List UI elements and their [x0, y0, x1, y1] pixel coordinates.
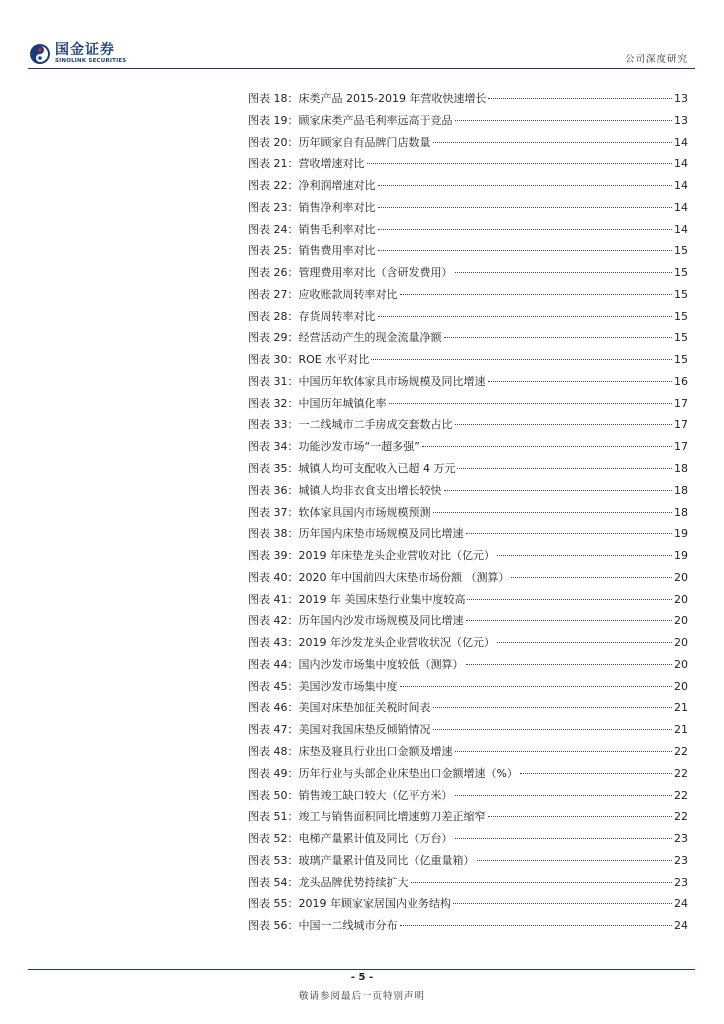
toc-entry[interactable]	[248, 371, 688, 393]
toc-entry-label: 图表 48：床垫及寝具行业出口金额及增速	[248, 744, 453, 758]
toc-entry-label: 图表 22：净利润增速对比	[248, 179, 376, 193]
document-type: 公司深度研究	[624, 54, 688, 65]
toc-leader-dots	[433, 707, 673, 708]
toc-entry-page: 19	[674, 549, 688, 563]
toc-leader-dots	[467, 599, 672, 600]
toc-entry[interactable]	[248, 632, 688, 654]
toc-entry[interactable]	[248, 88, 688, 110]
toc-entry[interactable]	[248, 262, 688, 284]
toc-entry-label: 图表 28：存货周转率对比	[248, 309, 376, 323]
toc-entry-page: 15	[674, 309, 688, 323]
page-header	[0, 0, 724, 70]
toc-entry-page: 13	[674, 92, 688, 105]
toc-leader-dots	[433, 729, 673, 730]
toc-entry-label: 图表 49：历年行业与头部企业床垫出口金额增速（%）	[248, 766, 518, 780]
toc-entry[interactable]	[248, 828, 688, 850]
toc-entry-label: 图表 36：城镇人均非衣食支出增长较快	[248, 483, 442, 497]
toc-entry[interactable]	[248, 915, 688, 937]
toc-leader-dots	[400, 686, 673, 687]
toc-entry-page: 14	[674, 179, 688, 193]
toc-leader-dots	[367, 163, 673, 164]
toc-entry-page: 20	[674, 636, 688, 650]
footer-divider	[28, 969, 695, 970]
toc-entry-page: 17	[674, 440, 688, 454]
toc-entry-label: 图表 26：管理费用率对比（含研发费用）	[248, 266, 453, 280]
toc-leader-dots	[455, 424, 673, 425]
toc-leader-dots	[497, 642, 672, 643]
figure-index-list	[248, 88, 688, 937]
toc-entry-label: 图表 34：功能沙发市场“一超多强”	[248, 440, 420, 454]
toc-entry-label: 图表 45：美国沙发市场集中度	[248, 679, 398, 693]
toc-entry-page: 14	[674, 222, 688, 236]
toc-entry-page: 20	[674, 657, 688, 671]
toc-entry[interactable]	[248, 349, 688, 371]
toc-entry[interactable]	[248, 567, 688, 589]
toc-entry-page: 18	[674, 462, 688, 476]
toc-entry[interactable]	[248, 110, 688, 132]
toc-entry-page: 13	[674, 113, 688, 127]
toc-entry-page: 17	[674, 396, 688, 410]
toc-leader-dots	[389, 403, 673, 404]
toc-entry-label: 图表 25：销售费用率对比	[248, 244, 376, 258]
toc-entry[interactable]	[248, 458, 688, 480]
toc-entry[interactable]	[248, 763, 688, 785]
toc-entry-page: 23	[674, 875, 688, 889]
toc-leader-dots	[378, 207, 673, 208]
toc-entry-label: 图表 35：城镇人均可支配收入已超 4 万元	[248, 462, 456, 476]
toc-leader-dots	[455, 751, 673, 752]
toc-entry-label: 图表 46：美国对床垫加征关税时间表	[248, 701, 431, 715]
toc-entry-page: 20	[674, 679, 688, 693]
toc-entry-label: 图表 51：竣工与销售面积同比增速剪刀差正缩窄	[248, 810, 486, 824]
toc-leader-dots	[422, 446, 672, 447]
toc-entry[interactable]	[248, 893, 688, 915]
toc-entry-label: 图表 31：中国历年软体家具市场规模及同比增速	[248, 374, 486, 388]
toc-leader-dots	[497, 555, 672, 556]
toc-entry-page: 14	[674, 157, 688, 171]
page-number: - 5 -	[350, 972, 374, 983]
toc-entry-page: 22	[674, 766, 688, 780]
toc-entry-label: 图表 53：玻璃产量累计值及同比（亿重量箱）	[248, 853, 475, 867]
toc-entry[interactable]	[248, 545, 688, 567]
toc-entry-label: 图表 43：2019 年沙发龙头企业营收状况（亿元）	[248, 636, 495, 650]
toc-leader-dots	[378, 250, 673, 251]
toc-entry-page: 16	[674, 374, 688, 388]
toc-entry-label: 图表 30：ROE 水平对比	[248, 353, 370, 367]
toc-entry-label: 图表 29：经营活动产生的现金流量净额	[248, 331, 442, 345]
toc-entry[interactable]	[248, 785, 688, 807]
toc-entry-label: 图表 21：营收增速对比	[248, 157, 365, 171]
toc-entry-page: 23	[674, 832, 688, 846]
toc-entry[interactable]	[248, 697, 688, 719]
toc-leader-dots	[477, 860, 673, 861]
brand-logo	[29, 41, 126, 67]
toc-entry-page: 20	[674, 570, 688, 584]
toc-entry[interactable]	[248, 436, 688, 458]
toc-entry-page: 22	[674, 788, 688, 802]
toc-entry-label: 图表 33：一二线城市二手房成交套数占比	[248, 418, 453, 432]
header-divider	[28, 68, 695, 69]
toc-entry-page: 24	[674, 897, 688, 911]
toc-entry[interactable]	[248, 654, 688, 676]
toc-entry-page: 22	[674, 810, 688, 824]
toc-leader-dots	[400, 294, 673, 295]
toc-entry-label: 图表 52：电梯产量累计值及同比（万台）	[248, 832, 453, 846]
toc-entry-page: 17	[674, 418, 688, 432]
toc-entry[interactable]	[248, 523, 688, 545]
toc-entry[interactable]	[248, 197, 688, 219]
toc-entry-label: 图表 50：销售竣工缺口较大（亿平方米）	[248, 788, 453, 802]
brand-name-en: SINOLINK SECURITIES	[55, 58, 127, 64]
toc-entry-page: 22	[674, 744, 688, 758]
toc-entry-label: 图表 42：历年国内沙发市场规模及同比增速	[248, 614, 464, 628]
toc-entry-label: 图表 37：软体家具国内市场规模预测	[248, 505, 431, 519]
toc-leader-dots	[520, 773, 672, 774]
toc-leader-dots	[466, 664, 673, 665]
toc-entry[interactable]	[248, 219, 688, 241]
toc-entry-page: 14	[674, 135, 688, 149]
toc-leader-dots	[455, 795, 673, 796]
toc-entry[interactable]	[248, 872, 688, 894]
toc-leader-dots	[457, 468, 672, 469]
toc-entry-page: 15	[674, 331, 688, 345]
toc-leader-dots	[488, 816, 673, 817]
toc-entry-label: 图表 41：2019 年 美国床垫行业集中度较高	[248, 592, 466, 606]
brand-name-cn: 国金证券	[55, 42, 115, 58]
toc-entry[interactable]	[248, 850, 688, 872]
toc-leader-dots	[466, 533, 673, 534]
toc-leader-dots	[433, 512, 673, 513]
toc-entry-page: 20	[674, 614, 688, 628]
toc-leader-dots	[444, 337, 673, 338]
toc-entry[interactable]	[248, 175, 688, 197]
toc-leader-dots	[488, 381, 673, 382]
toc-entry-label: 图表 20：历年顾家自有品牌门店数量	[248, 135, 431, 149]
toc-entry-label: 图表 19：顾家床类产品毛利率远高于竞品	[248, 113, 453, 127]
toc-entry[interactable]	[248, 393, 688, 415]
toc-entry-label: 图表 44：国内沙发市场集中度较低（测算）	[248, 657, 464, 671]
toc-leader-dots	[466, 620, 673, 621]
toc-entry[interactable]	[248, 589, 688, 611]
disclaimer-note: 敬请参阅最后一页特别声明	[298, 991, 425, 1002]
toc-entry[interactable]	[248, 240, 688, 262]
toc-entry[interactable]	[248, 153, 688, 175]
toc-leader-dots	[444, 490, 673, 491]
toc-entry[interactable]	[248, 480, 688, 502]
toc-entry[interactable]	[248, 132, 688, 154]
toc-entry-page: 15	[674, 287, 688, 301]
toc-leader-dots	[455, 272, 673, 273]
toc-entry-page: 19	[674, 527, 688, 541]
toc-leader-dots	[453, 903, 672, 904]
toc-entry-label: 图表 55：2019 年顾家家居国内业务结构	[248, 897, 451, 911]
toc-leader-dots	[378, 185, 673, 186]
toc-entry-label: 图表 47：美国对我国床垫反倾销情况	[248, 723, 431, 737]
toc-entry-page: 15	[674, 353, 688, 367]
toc-entry-page: 18	[674, 483, 688, 497]
toc-entry[interactable]	[248, 327, 688, 349]
toc-entry[interactable]	[248, 719, 688, 741]
toc-entry-label: 图表 18：床类产品 2015-2019 年营收快速增长	[248, 92, 487, 105]
toc-entry-page: 15	[674, 266, 688, 280]
toc-entry-label: 图表 23：销售净利率对比	[248, 200, 376, 214]
toc-entry[interactable]	[248, 414, 688, 436]
toc-leader-dots	[455, 838, 673, 839]
toc-leader-dots	[411, 882, 673, 883]
toc-entry-page: 21	[674, 723, 688, 737]
toc-entry-label: 图表 24：销售毛利率对比	[248, 222, 376, 236]
toc-entry-page: 21	[674, 701, 688, 715]
toc-entry-label: 图表 32：中国历年城镇化率	[248, 396, 387, 410]
toc-entry[interactable]	[248, 502, 688, 524]
toc-entry-page: 23	[674, 853, 688, 867]
toc-leader-dots	[433, 142, 673, 143]
toc-entry[interactable]	[248, 741, 688, 763]
toc-entry[interactable]	[248, 676, 688, 698]
toc-leader-dots	[378, 229, 673, 230]
toc-entry-page: 18	[674, 505, 688, 519]
toc-entry-page: 20	[674, 592, 688, 606]
toc-entry-page: 15	[674, 244, 688, 258]
toc-leader-dots	[400, 925, 673, 926]
toc-leader-dots	[511, 577, 672, 578]
toc-entry-page: 14	[674, 200, 688, 214]
toc-entry-label: 图表 40：2020 年中国前四大床垫市场份额 （测算）	[248, 570, 510, 584]
toc-entry[interactable]	[248, 806, 688, 828]
toc-leader-dots	[371, 359, 672, 360]
toc-entry-page: 24	[674, 919, 688, 933]
toc-entry-label: 图表 39：2019 年床垫龙头企业营收对比（亿元）	[248, 549, 495, 563]
toc-entry-label: 图表 27：应收账款周转率对比	[248, 287, 398, 301]
toc-leader-dots	[455, 120, 673, 121]
toc-entry-label: 图表 56：中国一二线城市分布	[248, 919, 398, 933]
toc-entry-label: 图表 54：龙头品牌优势持续扩大	[248, 875, 409, 889]
toc-leader-dots	[378, 316, 673, 317]
toc-entry-label: 图表 38：历年国内床垫市场规模及同比增速	[248, 527, 464, 541]
toc-entry[interactable]	[248, 284, 688, 306]
sinolink-logo-icon	[29, 43, 51, 65]
toc-entry[interactable]	[248, 306, 688, 328]
toc-leader-dots	[488, 98, 672, 99]
toc-entry[interactable]	[248, 610, 688, 632]
